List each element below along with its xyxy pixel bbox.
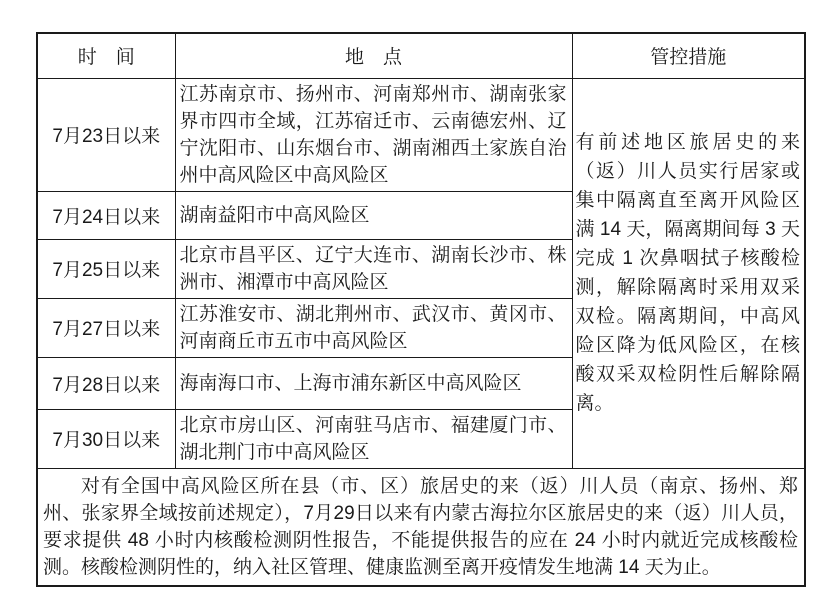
time-cell: 7月30日以来 [37,409,175,468]
location-cell: 北京市房山区、河南驻马店市、福建厦门市、湖北荆门市中高风险区 [175,409,572,468]
time-cell: 7月27日以来 [37,298,175,357]
table-footer-row [37,468,805,586]
time-cell: 7月25日以来 [37,239,175,298]
location-cell: 海南海口市、上海市浦东新区中高风险区 [175,357,572,409]
location-cell: 北京市昌平区、辽宁大连市、湖南长沙市、株洲市、湘潭市中高风险区 [175,239,572,298]
location-cell: 江苏南京市、扬州市、河南郑州市、湖南张家界市四市全域，江苏宿迁市、云南德宏州、辽宁沈阳市、山东烟台市、湖南湘西土家族自治州中高风险区中高风险区 [175,78,572,191]
time-cell: 7月28日以来 [37,357,175,409]
risk-control-table [36,32,806,587]
column-header-measures: 管控措施 [572,33,805,78]
location-cell: 湖南益阳市中高风险区 [175,191,572,239]
table-header-row [37,33,805,78]
location-cell: 江苏淮安市、湖北荆州市、武汉市、黄冈市、河南商丘市五市中高风险区 [175,298,572,357]
column-header-location: 地 点 [175,33,572,78]
column-header-time: 时 间 [37,33,175,78]
time-cell: 7月24日以来 [37,191,175,239]
footer-note-cell: 对有全国中高风险区所在县（市、区）旅居史的来（返）川人员（南京、扬州、郑州、张家界全域按前述规定），7月29日以来有内蒙古海拉尔区旅居史的来（返）川人员，要求提供 48 小时内核酸检测阴性报告，不能提供报告的应在 24 小时内就近完成核酸检测。核酸检测阴性的，纳入社区管理、健康监测至离开疫情发生地满 14 天为止。 [37,468,805,586]
table-row [37,78,805,191]
measures-cell: 有前述地区旅居史的来（返）川人员实行居家或集中隔离直至离开风险区满 14 天，隔离期间每 3 天完成 1 次鼻咽拭子核酸检测，解除隔离时采用双采双检。隔离期间，中高风险区降为低风险区，在核酸双采双检阴性后解除隔离。 [572,78,805,468]
time-cell: 7月23日以来 [37,78,175,191]
